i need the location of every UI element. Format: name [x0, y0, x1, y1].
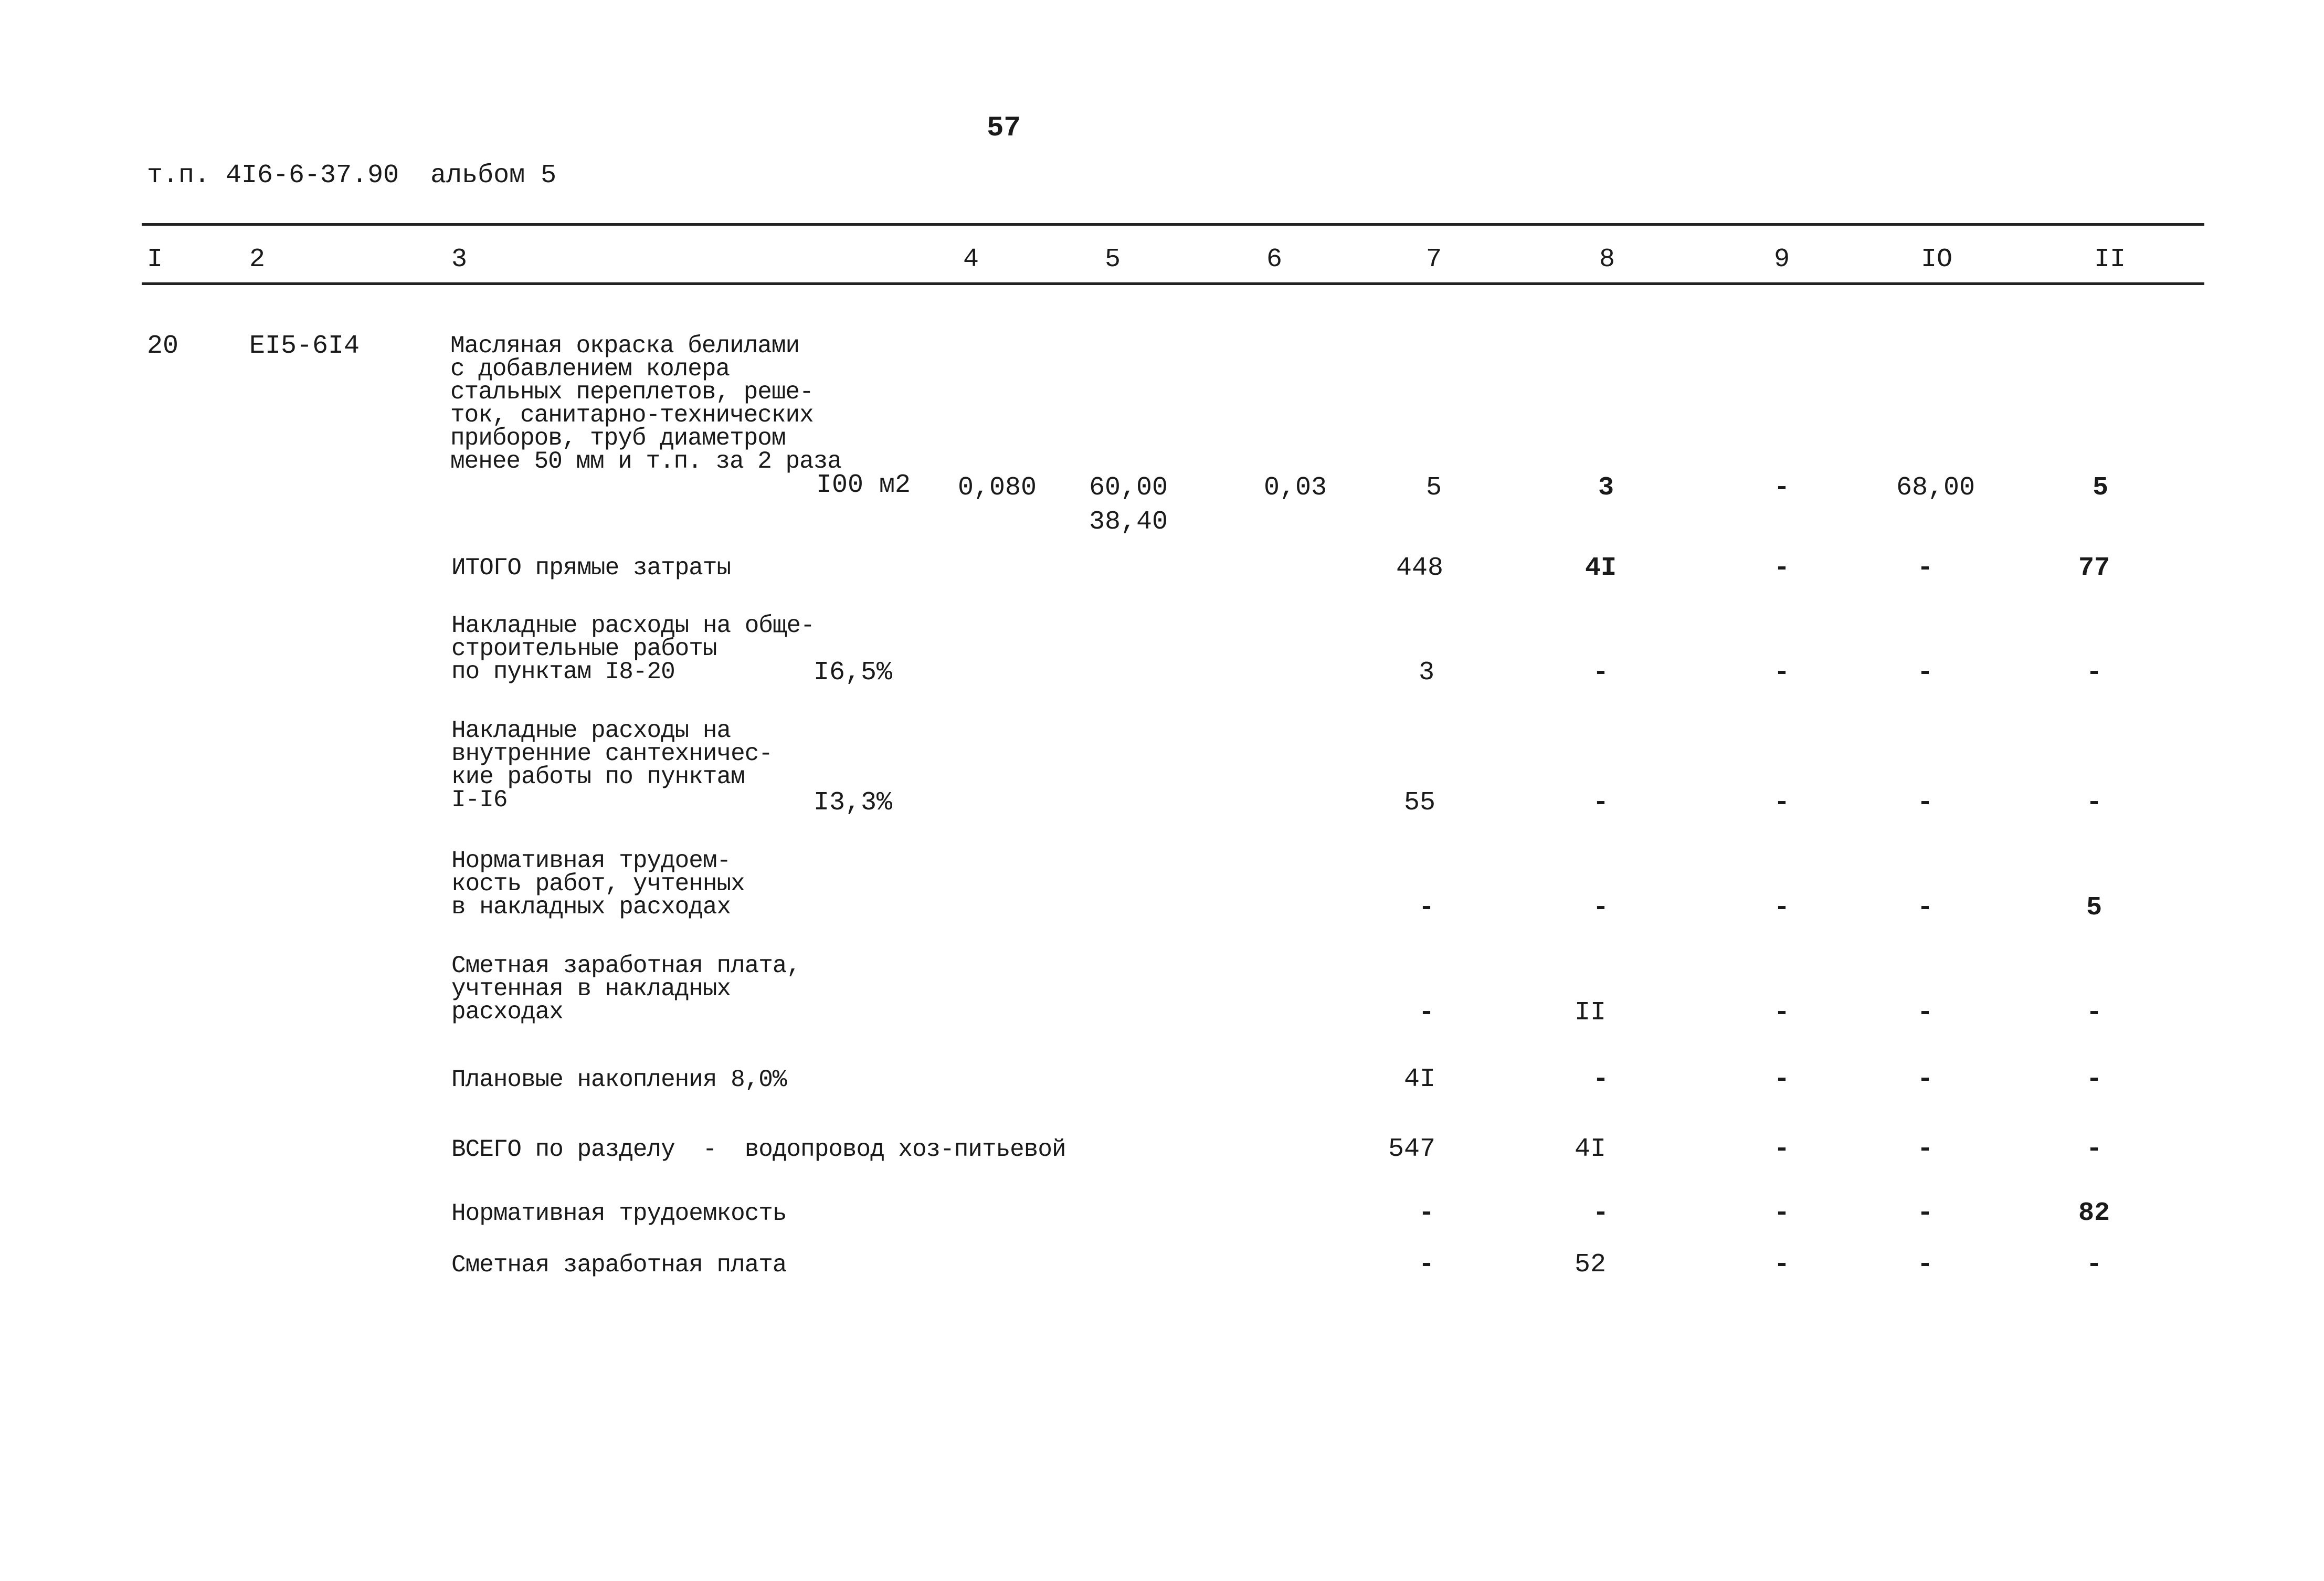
header-col-10: IO: [1920, 245, 1953, 275]
overhead-general-col-11: -: [2086, 658, 2103, 688]
labor-intensity-label: Нормативная трудоемкость: [451, 1200, 787, 1227]
summary-label: ИТОГО прямые затраты: [451, 554, 731, 582]
summary-col-10: -: [1917, 553, 1934, 583]
row-col-6: 0,03: [1263, 473, 1327, 503]
overhead-plumbing-col-8: -: [1592, 788, 1609, 818]
header-col-7: 7: [1425, 245, 1442, 275]
summary-col-7: 448: [1396, 553, 1444, 583]
summary-col-11: 77: [2078, 553, 2110, 583]
wages-overhead-label: Сметная заработная плата, учтенная в накладных расходах: [451, 952, 801, 1026]
overhead-plumbing-col-10: -: [1917, 788, 1934, 818]
overhead-plumbing-col-9: -: [1773, 788, 1790, 818]
overhead-plumbing-rate: I3,3%: [814, 788, 893, 818]
overhead-plumbing-label: Накладные расходы на внутренние сантехничес- кие работы по пунктам I-I6: [451, 717, 773, 814]
header-col-1: I: [146, 245, 163, 275]
row-col-9: -: [1773, 473, 1790, 503]
overhead-general-col-8: -: [1592, 658, 1609, 688]
labor-intensity-overhead-col-8: -: [1592, 893, 1609, 923]
estimated-wages-label: Сметная заработная плата: [451, 1251, 787, 1279]
row-col-4: 0,080: [957, 473, 1037, 503]
row-col-11: 5: [2092, 473, 2109, 503]
top-rule: [142, 223, 2204, 226]
labor-intensity-col-7: -: [1418, 1198, 1435, 1228]
wages-overhead-col-11: -: [2086, 998, 2103, 1028]
section-total-col-8: 4I: [1574, 1134, 1607, 1164]
labor-intensity-overhead-col-11: 5: [2086, 893, 2103, 923]
row-col-5-line2: 38,40: [1089, 507, 1168, 537]
document-reference: т.п. 4I6-6-37.90 альбом 5: [147, 161, 557, 191]
labor-intensity-overhead-col-9: -: [1773, 893, 1790, 923]
header-col-4: 4: [963, 245, 979, 275]
row-number: 20: [147, 331, 179, 361]
row-col-7: 5: [1425, 473, 1442, 503]
header-bottom-rule: [142, 282, 2204, 285]
summary-col-8: 4I: [1584, 553, 1617, 583]
header-col-11: II: [2094, 245, 2126, 275]
header-col-8: 8: [1599, 245, 1615, 275]
section-total-col-7: 547: [1388, 1134, 1436, 1164]
overhead-plumbing-col-11: -: [2086, 788, 2103, 818]
planned-savings-label: Плановые накопления 8,0%: [451, 1066, 787, 1093]
header-col-6: 6: [1266, 245, 1283, 275]
estimated-wages-col-9: -: [1773, 1250, 1790, 1280]
labor-intensity-overhead-label: Нормативная трудоем- кость работ, учтенных в накладных расходах: [451, 847, 745, 921]
labor-intensity-col-9: -: [1773, 1198, 1790, 1228]
planned-savings-col-11: -: [2086, 1064, 2103, 1094]
labor-intensity-overhead-col-7: -: [1418, 893, 1435, 923]
row-code: EI5-6I4: [249, 331, 360, 361]
summary-col-9: -: [1773, 553, 1790, 583]
row-col-10: 68,00: [1896, 473, 1976, 503]
planned-savings-col-7: 4I: [1403, 1064, 1436, 1094]
row-col-5-line1: 60,00: [1089, 473, 1168, 503]
header-col-3: 3: [451, 245, 468, 275]
estimated-wages-col-11: -: [2086, 1250, 2103, 1280]
overhead-general-col-7: 3: [1418, 658, 1435, 688]
wages-overhead-col-7: -: [1418, 998, 1435, 1028]
overhead-general-label: Накладные расходы на обще- строительные работы по пунктам I8-20: [451, 612, 815, 686]
section-total-label: ВСЕГО по разделу - водопровод хоз-питьевой: [451, 1136, 1066, 1163]
planned-savings-col-10: -: [1917, 1064, 1934, 1094]
section-total-col-10: -: [1917, 1134, 1934, 1164]
section-total-col-9: -: [1773, 1134, 1790, 1164]
row-description: Масляная окраска белилами с добавлением колера стальных переплетов, реше- ток, санитарно-технических приборов, труб диаметром менее 50 мм и т.п. за 2 раза: [450, 332, 841, 475]
labor-intensity-overhead-col-10: -: [1917, 893, 1934, 923]
wages-overhead-col-8: II: [1574, 998, 1607, 1028]
wages-overhead-col-9: -: [1773, 998, 1790, 1028]
estimated-wages-col-8: 52: [1574, 1250, 1607, 1280]
planned-savings-col-9: -: [1773, 1064, 1790, 1094]
page-number: 57: [987, 112, 1021, 144]
overhead-general-rate: I6,5%: [814, 658, 893, 688]
planned-savings-col-8: -: [1592, 1064, 1609, 1094]
row-col-8: 3: [1598, 473, 1614, 503]
header-col-5: 5: [1104, 245, 1121, 275]
overhead-plumbing-col-7: 55: [1403, 788, 1436, 818]
estimated-wages-col-10: -: [1917, 1250, 1934, 1280]
section-total-col-11: -: [2086, 1134, 2103, 1164]
overhead-general-col-9: -: [1773, 658, 1790, 688]
header-col-9: 9: [1773, 245, 1790, 275]
estimated-wages-col-7: -: [1418, 1250, 1435, 1280]
wages-overhead-col-10: -: [1917, 998, 1934, 1028]
overhead-general-col-10: -: [1917, 658, 1934, 688]
labor-intensity-col-10: -: [1917, 1198, 1934, 1228]
header-col-2: 2: [249, 245, 266, 275]
row-unit: I00 м2: [816, 470, 911, 500]
labor-intensity-col-8: -: [1592, 1198, 1609, 1228]
labor-intensity-col-11: 82: [2078, 1198, 2110, 1228]
